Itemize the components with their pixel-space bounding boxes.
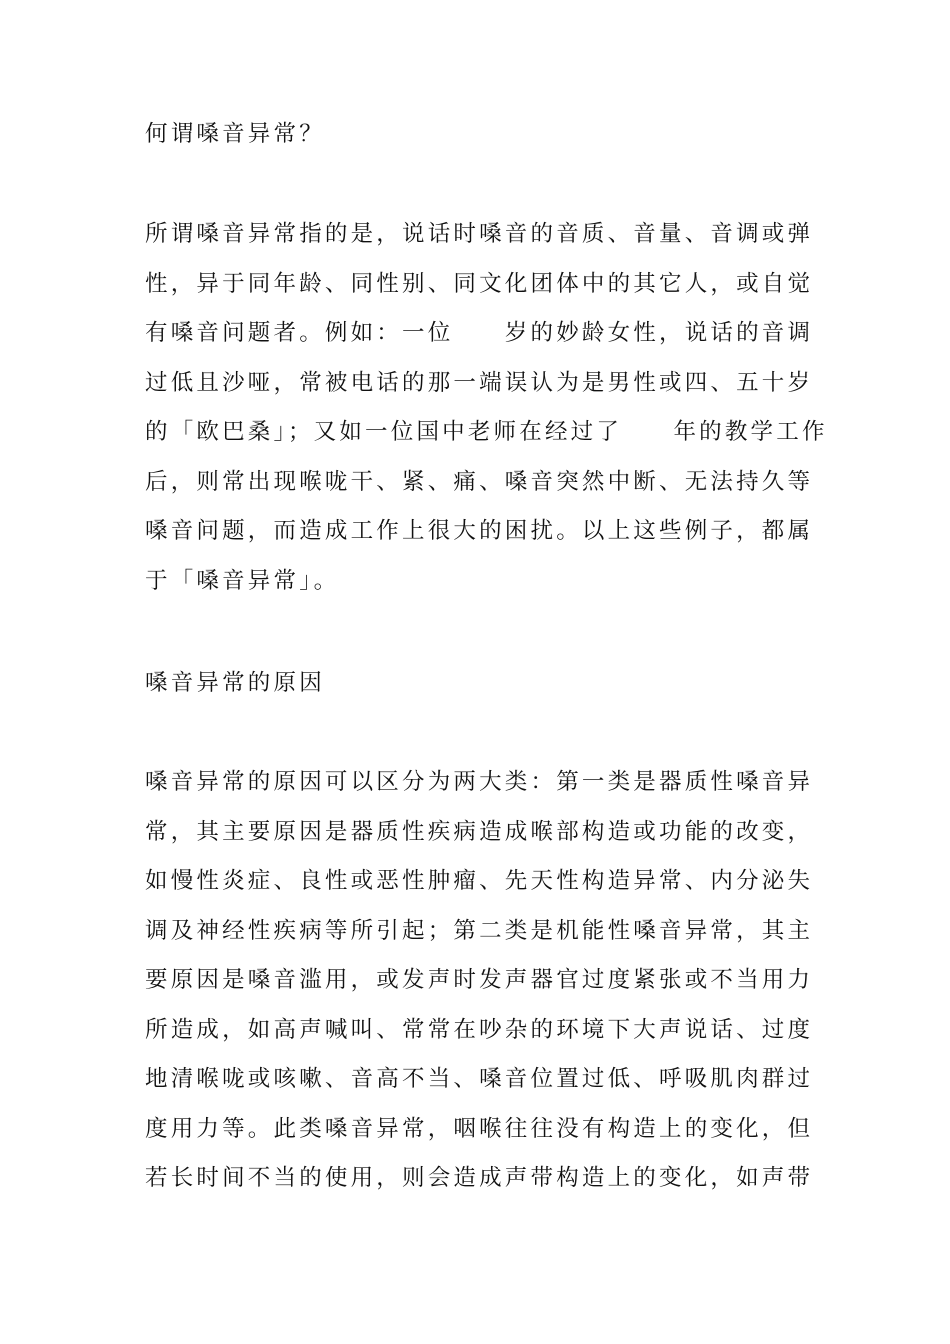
text-line: 地清喉咙或咳嗽、音高不当、嗓音位置过低、呼吸肌肉群过 xyxy=(145,1066,814,1092)
text-line: 有嗓音问题者。例如：一位 岁的妙龄女性，说话的音调 xyxy=(145,320,814,346)
text-line: 常，其主要原因是器质性疾病造成喉部构造或功能的改变， xyxy=(145,818,814,845)
text-line: 性，异于同年龄、同性别、同文化团体中的其它人，或自觉 xyxy=(145,270,814,297)
text-line: 如慢性炎症、良性或恶性肿瘤、先天性构造异常、内分泌失 xyxy=(145,868,814,894)
section-heading-what-is-voice-disorder xyxy=(145,110,810,160)
section-heading-causes xyxy=(145,659,810,709)
text-line: 度用力等。此类嗓音异常，咽喉往往没有构造上的变化，但 xyxy=(145,1115,814,1142)
paragraph-definition xyxy=(145,210,828,606)
heading-text: 嗓音异常的原因 xyxy=(145,670,325,696)
text-line: 调及神经性疾病等所引起；第二类是机能性嗓音异常，其主 xyxy=(145,917,814,944)
text-line: 于「嗓音异常」。 xyxy=(145,567,340,594)
text-line: 过低且沙哑，常被电话的那一端误认为是男性或四、五十岁 xyxy=(145,369,814,396)
text-line: 嗓音异常的原因可以区分为两大类：第一类是器质性嗓音异 xyxy=(145,769,814,795)
text-line: 后，则常出现喉咙干、紧、痛、嗓音突然中断、无法持久等 xyxy=(145,468,814,495)
text-line: 要原因是嗓音滥用，或发声时发声器官过度紧张或不当用力 xyxy=(145,967,814,993)
text-line: 所谓嗓音异常指的是，说话时嗓音的音质、音量、音调或弹 xyxy=(145,221,814,247)
text-line: 若长时间不当的使用，则会造成声带构造上的变化，如声带 xyxy=(145,1165,814,1191)
text-line: 所造成，如高声喊叫、常常在吵杂的环境下大声说话、过度 xyxy=(145,1016,814,1043)
heading-text: 何谓嗓音异常？ xyxy=(145,121,325,147)
paragraph-causes xyxy=(145,758,814,1204)
text-line: 嗓音问题，而造成工作上很大的困扰。以上这些例子，都属 xyxy=(145,518,814,544)
text-line: 的「欧巴桑」；又如一位国中老师在经过了 年的教学工作 xyxy=(145,419,828,445)
